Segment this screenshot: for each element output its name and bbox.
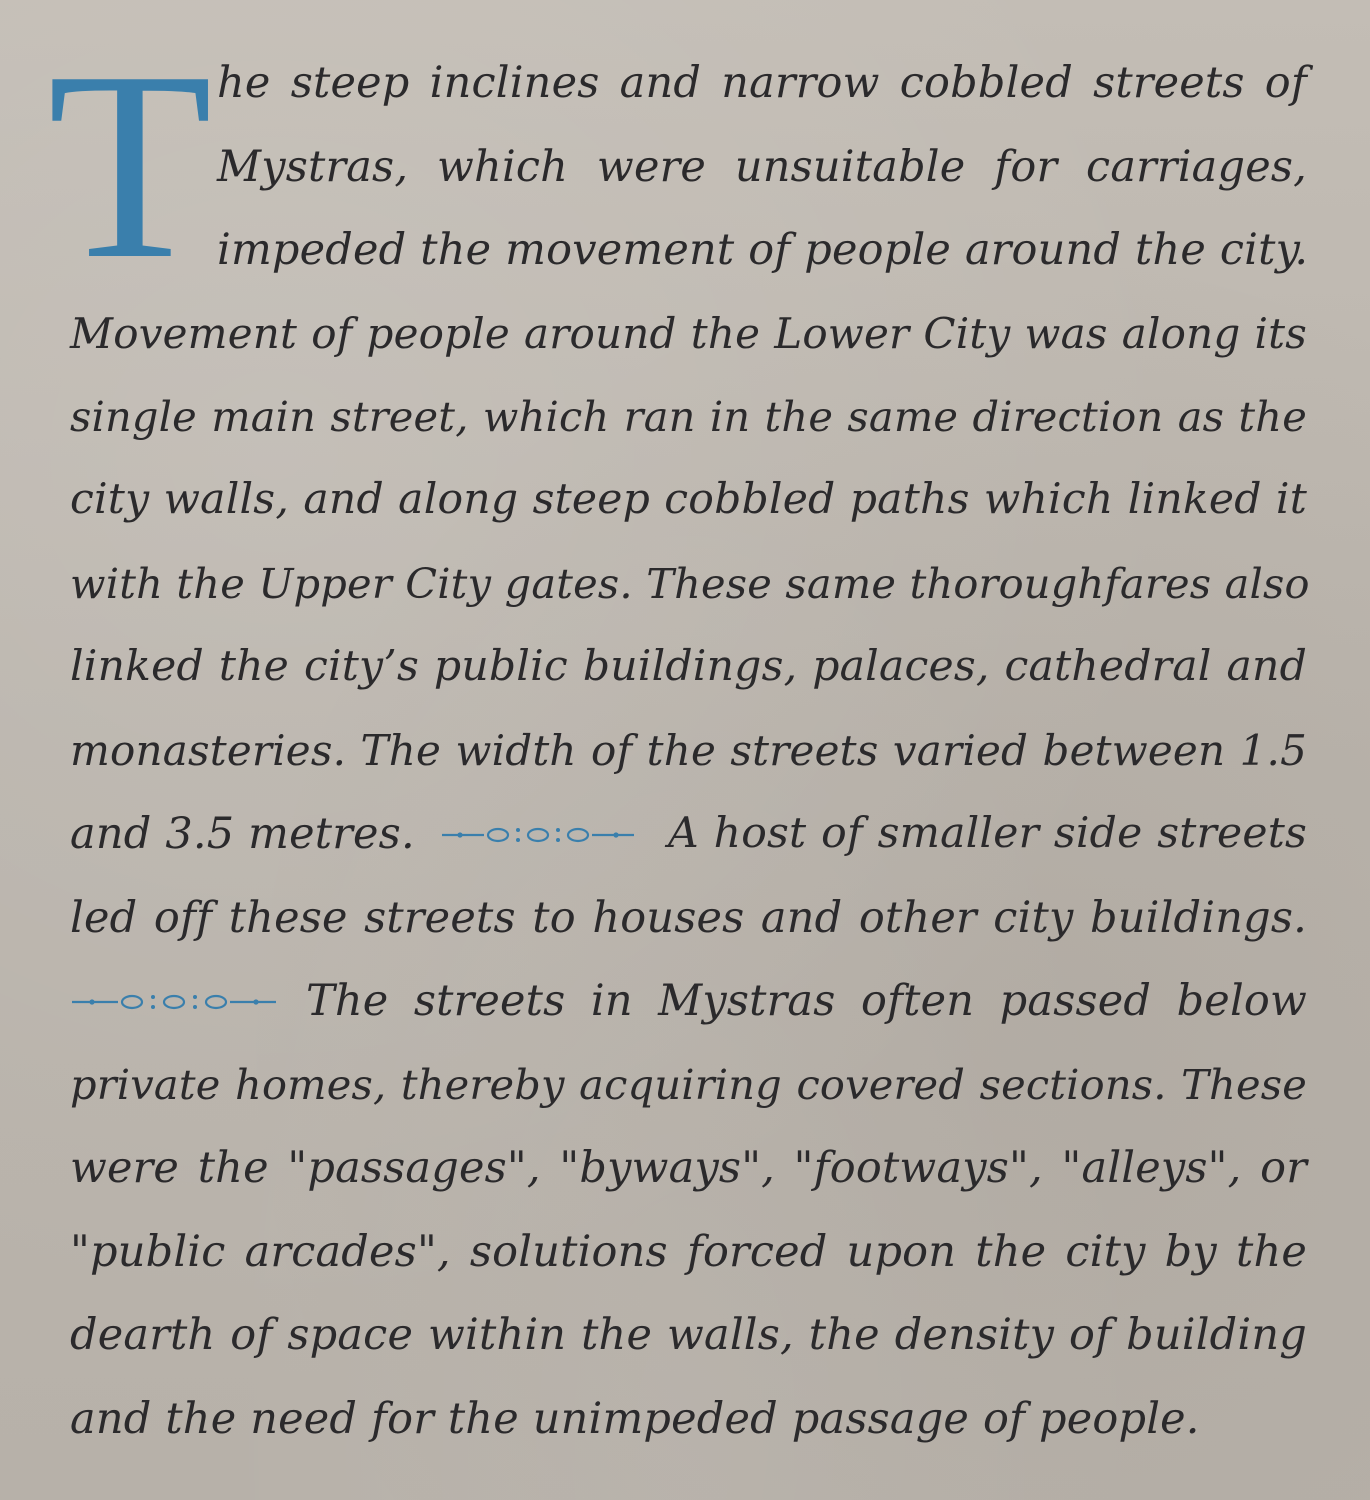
drop-cap-letter bbox=[47, 16, 213, 315]
text-line-1: he steep inclines and narrow cobbled streets of bbox=[217, 58, 1307, 108]
text-line-7: with the Upper City gates. These same thoroughfares also bbox=[70, 559, 1310, 608]
text-line-10b: A host of smaller side streets bbox=[668, 809, 1307, 858]
drop-cap-glyph: T bbox=[47, 16, 213, 315]
text-line-17: and the need for the unimpeded passage of people. bbox=[70, 1394, 1200, 1444]
scroll-divider-icon bbox=[70, 989, 278, 1015]
text-line-2: Mystras, which were unsuitable for carriages, bbox=[217, 142, 1307, 192]
text-line-16: dearth of space within the walls, the density of building bbox=[70, 1310, 1307, 1360]
scroll-divider-icon bbox=[440, 822, 636, 848]
text-line-8: linked the city’s public buildings, palaces, cathedral and bbox=[70, 642, 1307, 691]
text-line-15: "public arcades", solutions forced upon the city by the bbox=[70, 1227, 1307, 1277]
text-line-10a: and 3.5 metres. bbox=[70, 809, 415, 859]
text-line-14: were the "passages", "byways", "footways", "alleys", or bbox=[70, 1143, 1307, 1193]
text-line-9: monasteries. The width of the streets varied between 1.5 bbox=[70, 726, 1307, 775]
text-line-11: led off these streets to houses and other city buildings. bbox=[70, 893, 1307, 943]
text-line-4: Movement of people around the Lower City was along its bbox=[70, 309, 1307, 358]
text-line-5: single main street, which ran in the same direction as the bbox=[70, 392, 1307, 441]
text-line-13: private homes, thereby acquiring covered sections. These bbox=[70, 1060, 1307, 1109]
text-line-12: The streets in Mystras often passed below bbox=[306, 976, 1307, 1026]
text-line-6: city walls, and along steep cobbled paths which linked it bbox=[70, 475, 1307, 524]
text-line-3: impeded the movement of people around the city. bbox=[217, 225, 1309, 275]
